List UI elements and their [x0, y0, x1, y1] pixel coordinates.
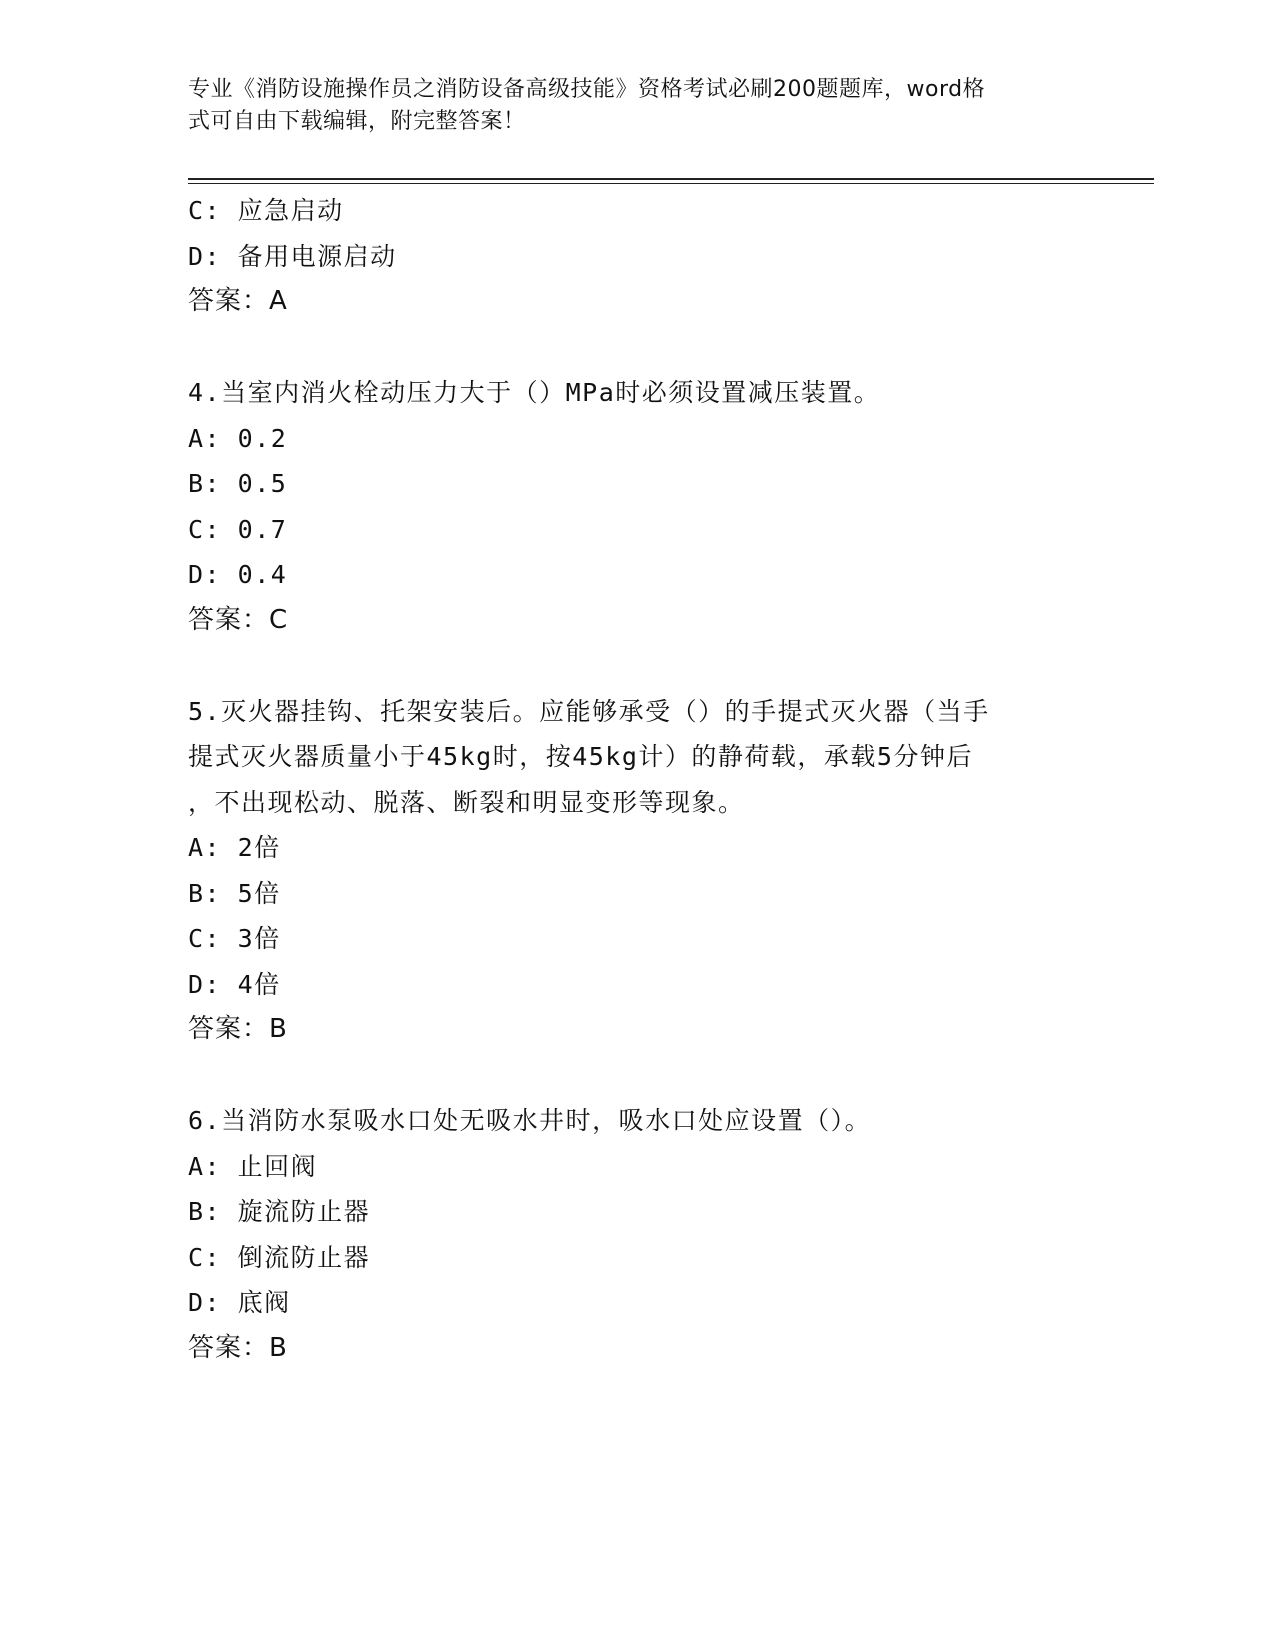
q5-stem-line-1: 5.灭火器挂钩、托架安装后。应能够承受（）的手提式灭火器（当手: [188, 696, 990, 726]
q4-stem: 4.当室内消火栓动压力大于（）MPa时必须设置减压装置。: [188, 378, 881, 407]
question-5: [188, 689, 1088, 1053]
q5-option-b: B: 5倍: [188, 878, 281, 908]
q6-answer: 答案：B: [188, 1332, 288, 1363]
document-header: [188, 74, 1068, 138]
spacer: [188, 1053, 1088, 1099]
q6-option-b: B: 旋流防止器: [188, 1197, 371, 1226]
q4-answer: 答案：C: [188, 604, 289, 635]
q6-stem: 6.当消防水泵吸水口处无吸水井时，吸水口处应设置（）。: [188, 1106, 872, 1135]
q4-option-c: C: 0.7: [188, 514, 288, 544]
question-6: [188, 1098, 1088, 1371]
q5-option-d: D: 4倍: [188, 969, 281, 999]
question-3-tail: [188, 188, 1088, 325]
header-divider-thin: [188, 183, 1154, 184]
header-title-line-2: 式可自由下载编辑，附完整答案！: [188, 109, 526, 134]
q5-stem-line-3: ，不出现松动、脱落、断裂和明显变形等现象。: [188, 787, 745, 817]
q3-answer: 答案：A: [188, 286, 288, 316]
q4-option-d: D: 0.4: [188, 560, 288, 589]
spacer: [188, 325, 1088, 371]
header-divider-thick: [188, 178, 1154, 180]
q3-option-c: C: 应急启动: [188, 196, 344, 225]
q3-option-d: D: 备用电源启动: [188, 241, 397, 271]
q6-option-c: C: 倒流防止器: [188, 1242, 371, 1272]
question-list: [188, 188, 1088, 1371]
question-4: [188, 370, 1088, 643]
q5-option-c: C: 3倍: [188, 924, 281, 953]
q5-option-a: A: 2倍: [188, 833, 281, 862]
header-title-line-1: 专业《消防设施操作员之消防设备高级技能》资格考试必刷200题题库，word格: [188, 77, 986, 102]
q4-option-a: A: 0.2: [188, 423, 288, 453]
q4-option-b: B: 0.5: [188, 469, 288, 498]
spacer: [188, 643, 1088, 689]
q5-answer: 答案：B: [188, 1014, 288, 1044]
q5-stem-line-2: 提式灭火器质量小于45kg时，按45kg计）的静荷载，承载5分钟后: [188, 742, 973, 771]
q6-option-d: D: 底阀: [188, 1288, 291, 1317]
q6-option-a: A: 止回阀: [188, 1151, 318, 1181]
